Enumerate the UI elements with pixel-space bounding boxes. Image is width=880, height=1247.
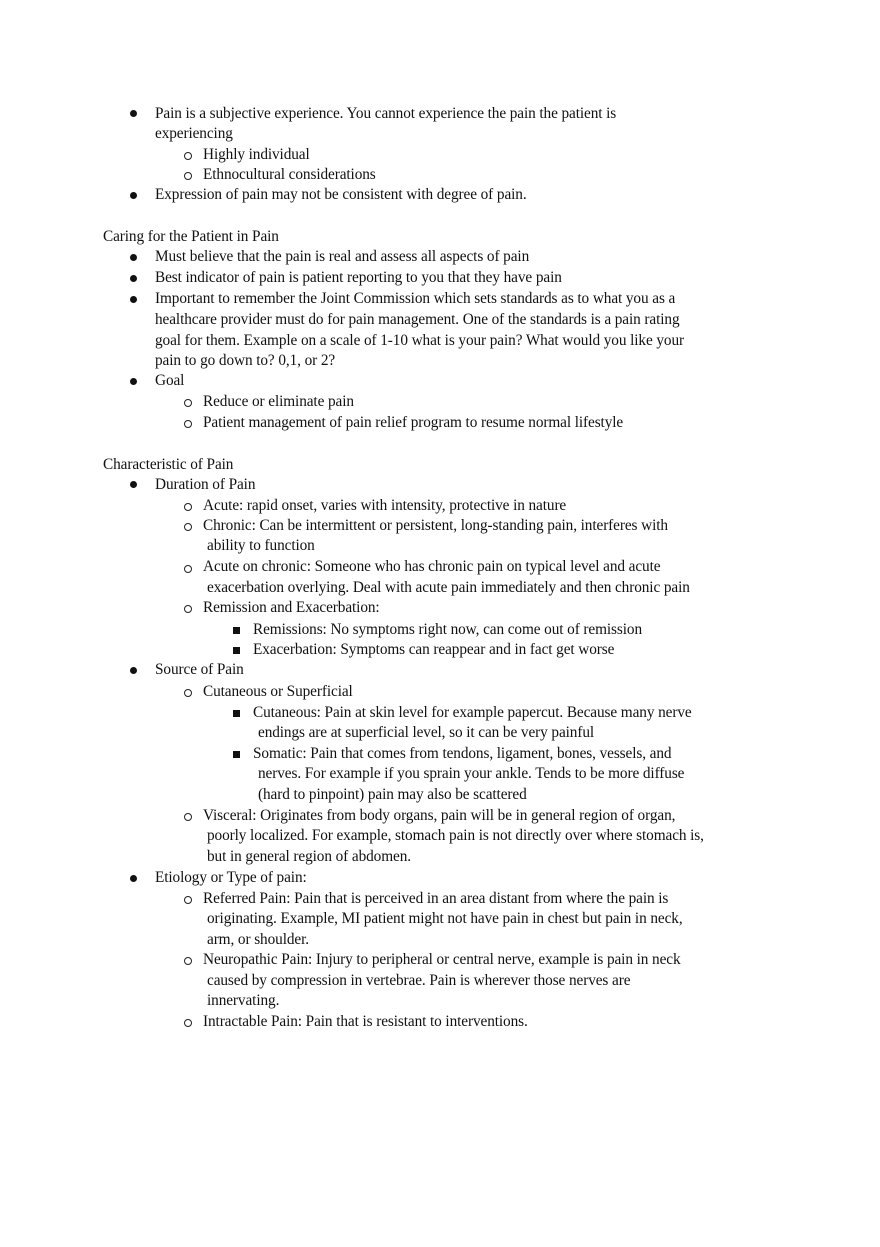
text-line: (hard to pinpoint) pain may also be scattered [258, 786, 527, 803]
bullet-disc-icon [130, 667, 137, 674]
bullet-disc-icon [130, 378, 137, 385]
text-line: Neuropathic Pain: Injury to peripheral or central nerve, example is pain in neck [203, 951, 681, 968]
bullet-circle-icon [184, 565, 192, 573]
text-line: Expression of pain may not be consistent with degree of pain. [155, 186, 527, 203]
text-line: caused by compression in vertebrae. Pain is wherever those nerves are [207, 972, 631, 989]
text-line: endings are at superficial level, so it can be very painful [258, 724, 595, 741]
text-line: but in general region of abdomen. [207, 848, 411, 865]
bullet-circle-icon [184, 503, 192, 511]
text-line: innervating. [207, 992, 280, 1009]
bullet-disc-icon [130, 254, 137, 261]
text-line: Remissions: No symptoms right now, can come out of remission [253, 621, 643, 638]
text-line: Visceral: Originates from body organs, pain will be in general region of organ, [203, 807, 676, 824]
bullet-disc-icon [130, 481, 137, 488]
bullet-disc-icon [130, 192, 137, 199]
bullet-circle-icon [184, 896, 192, 904]
text-line: Acute on chronic: Someone who has chronic pain on typical level and acute [203, 558, 661, 575]
text-line: Pain is a subjective experience. You cannot experience the pain the patient is [155, 105, 617, 122]
text-line: poorly localized. For example, stomach pain is not directly over where stomach is, [207, 827, 704, 844]
text-line: goal for them. Example on a scale of 1-10 what is your pain? What would you like your [155, 332, 685, 349]
text-line: Exacerbation: Symptoms can reappear and in fact get worse [253, 641, 615, 658]
text-line: Source of Pain [155, 661, 244, 678]
text-line: Referred Pain: Pain that is perceived in an area distant from where the pain is [203, 890, 669, 907]
bullet-disc-icon [130, 110, 137, 117]
text-line: Somatic: Pain that comes from tendons, ligament, bones, vessels, and [253, 745, 672, 762]
section-heading: Characteristic of Pain [103, 456, 234, 473]
bullet-circle-icon [184, 152, 192, 160]
bullet-circle-icon [184, 689, 192, 697]
text-line: Chronic: Can be intermittent or persistent, long-standing pain, interferes with [203, 517, 668, 534]
text-line: Etiology or Type of pain: [155, 869, 307, 886]
text-line: healthcare provider must do for pain management. One of the standards is a pain rating [155, 311, 680, 328]
section-heading: Caring for the Patient in Pain [103, 228, 279, 245]
bullet-circle-icon [184, 1019, 192, 1027]
text-line: originating. Example, MI patient might not have pain in chest but pain in neck, [207, 910, 683, 927]
text-line: Best indicator of pain is patient reporting to you that they have pain [155, 269, 562, 286]
text-line: Acute: rapid onset, varies with intensity, protective in nature [203, 497, 567, 514]
bullet-disc-icon [130, 875, 137, 882]
bullet-square-icon [233, 751, 240, 758]
text-line: Highly individual [203, 146, 310, 163]
text-line: Duration of Pain [155, 476, 256, 493]
bullet-square-icon [233, 627, 240, 634]
text-line: Cutaneous: Pain at skin level for example papercut. Because many nerve [253, 704, 692, 721]
bullet-circle-icon [184, 399, 192, 407]
bullet-circle-icon [184, 957, 192, 965]
text-line: Reduce or eliminate pain [203, 393, 354, 410]
text-line: Intractable Pain: Pain that is resistant to interventions. [203, 1013, 528, 1030]
bullet-circle-icon [184, 523, 192, 531]
text-line: Goal [155, 372, 185, 389]
text-line: experiencing [155, 125, 233, 142]
bullet-circle-icon [184, 420, 192, 428]
text-line: Ethnocultural considerations [203, 166, 376, 183]
bullet-disc-icon [130, 275, 137, 282]
text-line: Important to remember the Joint Commission which sets standards as to what you as a [155, 290, 676, 307]
text-line: Cutaneous or Superficial [203, 683, 353, 700]
bullet-circle-icon [184, 605, 192, 613]
text-line: exacerbation overlying. Deal with acute pain immediately and then chronic pain [207, 579, 690, 596]
bullet-disc-icon [130, 296, 137, 303]
text-line: pain to go down to? 0,1, or 2? [155, 352, 336, 369]
bullet-square-icon [233, 710, 240, 717]
text-line: Must believe that the pain is real and assess all aspects of pain [155, 248, 530, 265]
text-line: arm, or shoulder. [207, 931, 309, 948]
bullet-circle-icon [184, 813, 192, 821]
text-line: ability to function [207, 537, 315, 554]
text-line: nerves. For example if you sprain your ankle. Tends to be more diffuse [258, 765, 685, 782]
text-line: Remission and Exacerbation: [203, 599, 380, 616]
bullet-circle-icon [184, 172, 192, 180]
bullet-square-icon [233, 647, 240, 654]
text-line: Patient management of pain relief program to resume normal lifestyle [203, 414, 624, 431]
